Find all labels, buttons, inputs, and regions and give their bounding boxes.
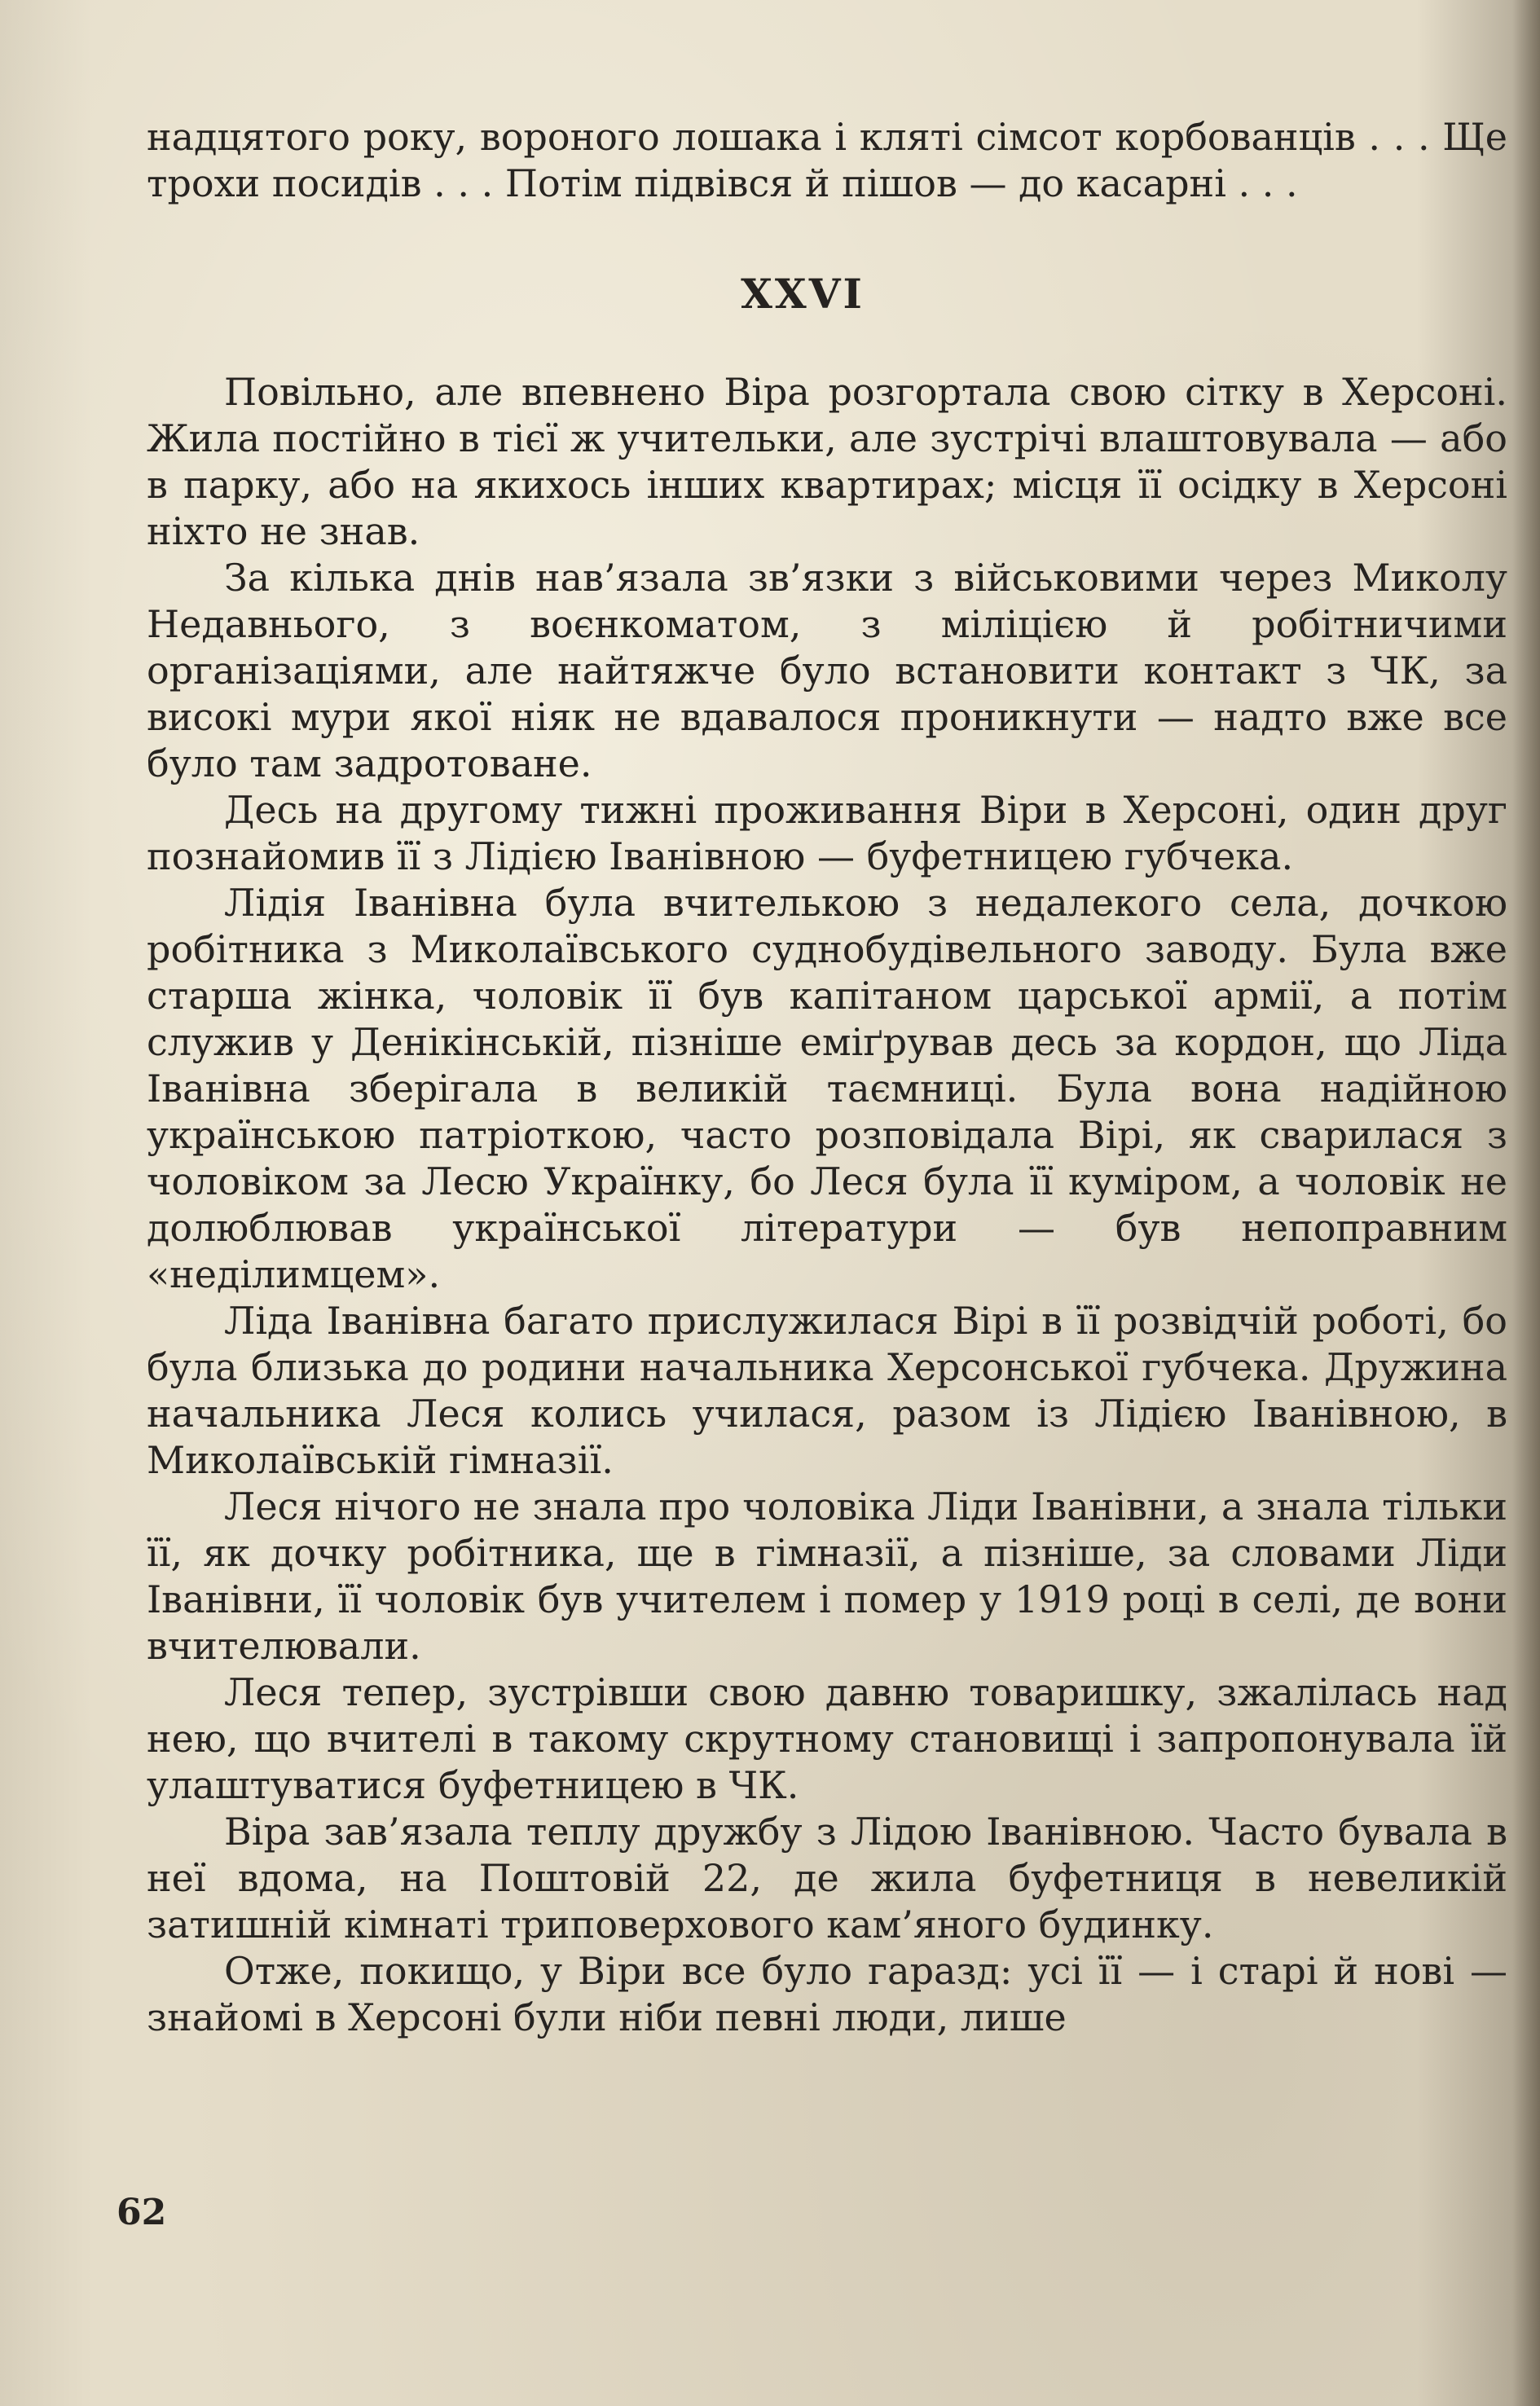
paragraph: Леся нічого не знала про чоловіка Ліди Іванівни, а знала тільки її, як дочку робітника, ще в гімназії, а пізніше, за словами Ліди Іванівни, її чоловік був учителем і помер у 1919 році в селі, де вони вчителювали.: [147, 1485, 1507, 1668]
paragraph: Отже, покищо, у Віри все було гаразд: усі її — і старі й нові — знайомі в Херсоні були ніби певні люди, лише: [147, 1949, 1507, 2039]
paragraph: Десь на другому тижні проживання Віри в Херсоні, один друг познайомив її з Лідією Іванівною — буфетницею губчека.: [147, 788, 1507, 878]
paragraph: Ліда Іванівна багато прислужилася Вірі в її розвідчій роботі, бо була близька до родини начальника Херсонської губчека. Дружина начальника Леся колись училася, разом із Лідією Іванівною, в Миколаївській гімназії.: [147, 1299, 1507, 1482]
paragraph: Віра зав’язала теплу дружбу з Лідою Іванівною. Часто бувала в неї вдома, на Поштовій 22, де жила буфетниця в невеликій затишній кімнаті триповерхового кам’яного будинку.: [147, 1810, 1507, 1946]
chapter-heading: XXVI: [741, 270, 865, 318]
paragraph: Повільно, але впевнено Віра розгортала свою сітку в Херсоні. Жила постійно в тієї ж учительки, але зустрічі влаштовувала — або в парку, або на якихось інших квартирах; місця її осідку в Херсоні ніхто не знав.: [147, 370, 1507, 553]
book-spine-shadow: [1512, 0, 1540, 2406]
paragraph: За кілька днів нав’язала зв’язки з військовими через Миколу Недавнього, з воєнкоматом, з міліцією й робітничими організаціями, але найтяжче було встановити контакт з ЧК, за високі мури якої ніяк не вдавалося проникнути — надто вже все було там задротоване.: [147, 556, 1507, 785]
paragraph: Леся тепер, зустрівши свою давню товаришку, зжалілась над нею, що вчителі в такому скрутному становищі і запропонувала їй улаштуватися буфетницею в ЧК.: [147, 1670, 1507, 1807]
page-number: 62: [117, 2192, 167, 2233]
paragraph-continued: надцятого року, вороного лошака і кляті сімсот корбованців . . . Ще трохи посидів . . . Потім підвівся й пішов — до касарні . . .: [147, 115, 1507, 205]
paragraph: Лідія Іванівна була вчителькою з недалекого села, дочкою робітника з Миколаївського суднобудівельного заводу. Була вже старша жінка, чоловік її був капітаном царської армії, а потім служив у Денікінській, пізніше еміґрував десь за кордон, що Ліда Іванівна зберігала в великій таємниці. Була вона надійною українською патріоткою, часто розповідала Вірі, як сварилася з чоловіком за Лесю Українку, бо Леся була її куміром, а чоловік не долюблював української літератури — був непоправним «неділимцем».: [147, 881, 1507, 1296]
page-text: [147, 114, 1507, 2041]
